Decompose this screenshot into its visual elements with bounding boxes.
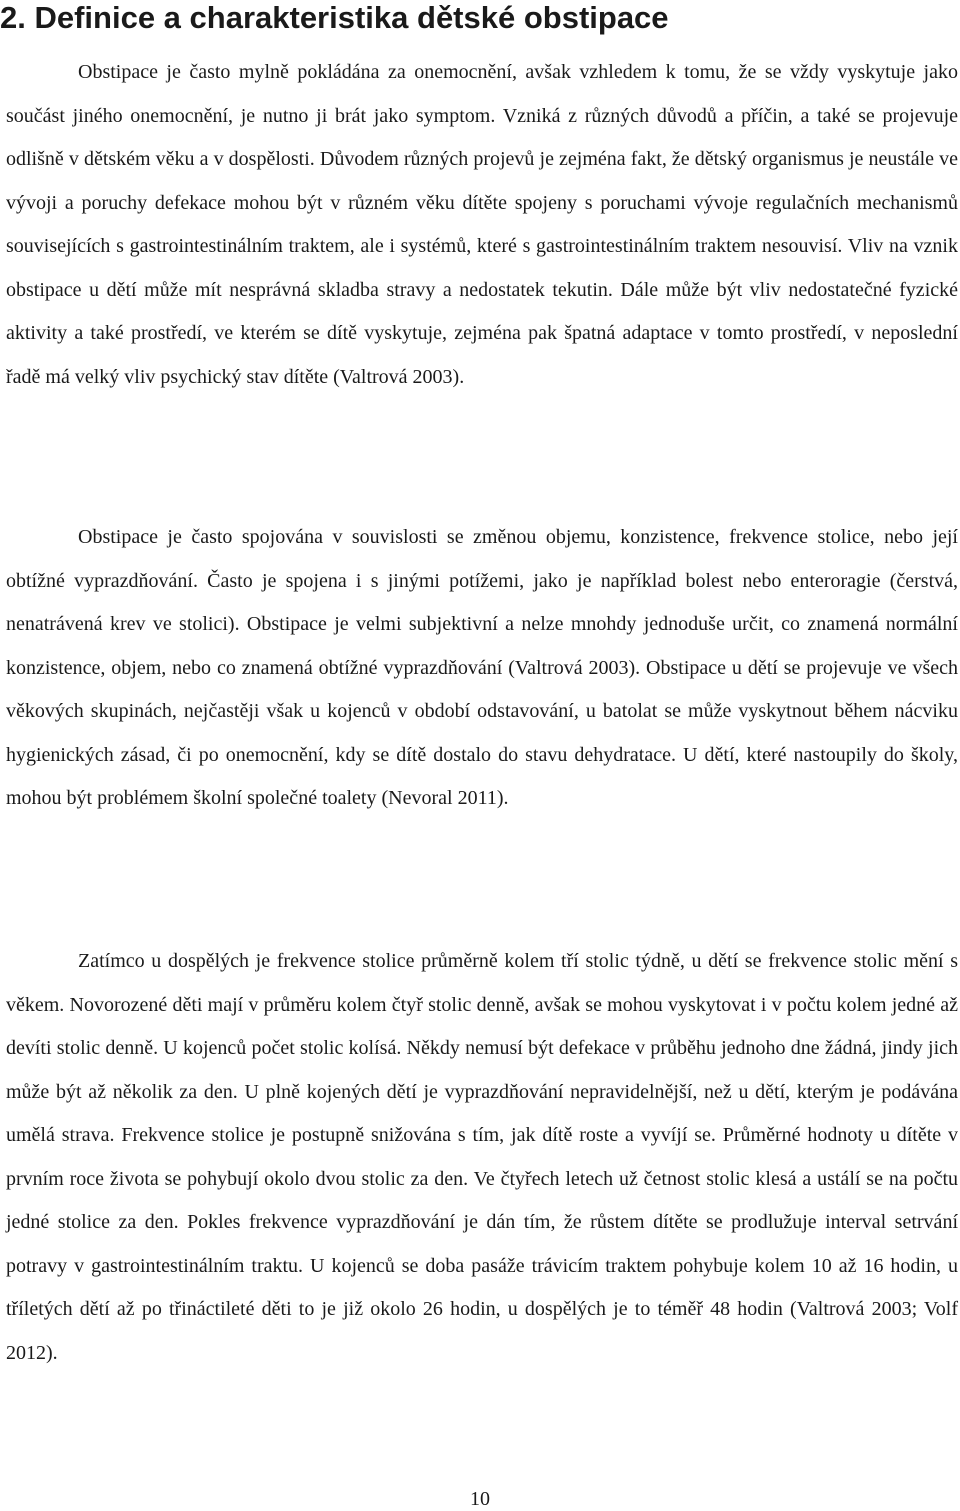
chapter-heading: 2. Definice a charakteristika dětské obstipace xyxy=(0,0,669,35)
paragraph-2: Obstipace je často spojována v souvislosti se změnou objemu, konzistence, frekvence stolice, nebo její obtížné vyprazdňování. Často je spojena i s jinými potížemi, jako je například bolest nebo enteroragie (čerstvá, nenatrávená krev ve stolici). Obstipace je velmi subjektivní a nelze mnohdy jednoduše určit, co znamená normální konzistence, objem, nebo co znamená obtížné vyprazdňování (Valtrová 2003). Obstipace u dětí se projevuje ve všech věkových skupinách, nejčastěji však u kojenců v období odstavování, u batolat se může vyskytnout během nácviku hygienických zásad, či po onemocnění, kdy se dítě dostalo do stavu dehydratace. U dětí, které nastoupily do školy, mohou být problémem školní společné toalety (Nevoral 2011). xyxy=(6,526,958,809)
page-number: 10 xyxy=(470,1488,490,1510)
paragraph-1: Obstipace je často mylně pokládána za onemocnění, avšak vzhledem k tomu, že se vždy vyskytuje jako součást jiného onemocnění, je nutno ji brát jako symptom. Vzniká z různých důvodů a příčin, a také se projevuje odlišně v dětském věku a v dospělosti. Důvodem různých projevů je zejména fakt, že dětský organismus je neustále ve vývoji a poruchy defekace mohou být v různém věku dítěte spojeny s poruchami vývoje regulačních mechanismů souvisejících s gastrointestinálním traktem, ale i systémů, které s gastrointestinálním traktem nesouvisí. Vliv na vznik obstipace u dětí může mít nesprávná skladba stravy a nedostatek tekutin. Dále může být vliv nedostatečné fyzické aktivity a také prostředí, ve kterém se dítě vyskytuje, zejména pak špatná adaptace v tomto prostředí, v neposlední řadě má velký vliv psychický stav dítěte (Valtrová 2003). xyxy=(6,61,958,388)
paragraph-3: Zatímco u dospělých je frekvence stolice průměrně kolem tří stolic týdně, u dětí se frekvence stolic mění s věkem. Novorozené děti mají v průměru kolem čtyř stolic denně, avšak se mohou vyskytovat i v počtu kolem jedné až devíti stolic denně. U kojenců počet stolic kolísá. Někdy nemusí být defekace v průběhu jednoho dne žádná, jindy jich může být až několik za den. U plně kojených dětí je vyprazdňování nepravidelnější, než u dětí, kterým je podávána umělá strava. Frekvence stolice je postupně snižována s tím, jak dítě roste a vyvíjí se. Průměrné hodnoty u dítěte v prvním roce života se pohybují okolo dvou stolic za den. Ve čtyřech letech už četnost stolic klesá a ustálí se na počtu jedné stolice za den. Pokles frekvence vyprazdňování je dán tím, že růstem dítěte se prodlužuje interval setrvání potravy v gastrointestinálním traktu. U kojenců se doba pasáže trávicím traktem pohybuje kolem 10 až 16 hodin, u tříletých dětí až po třináctileté děti to je již okolo 26 hodin, u dospělých je to téměř 48 hodin (Valtrová 2003; Volf 2012). xyxy=(6,950,958,1364)
